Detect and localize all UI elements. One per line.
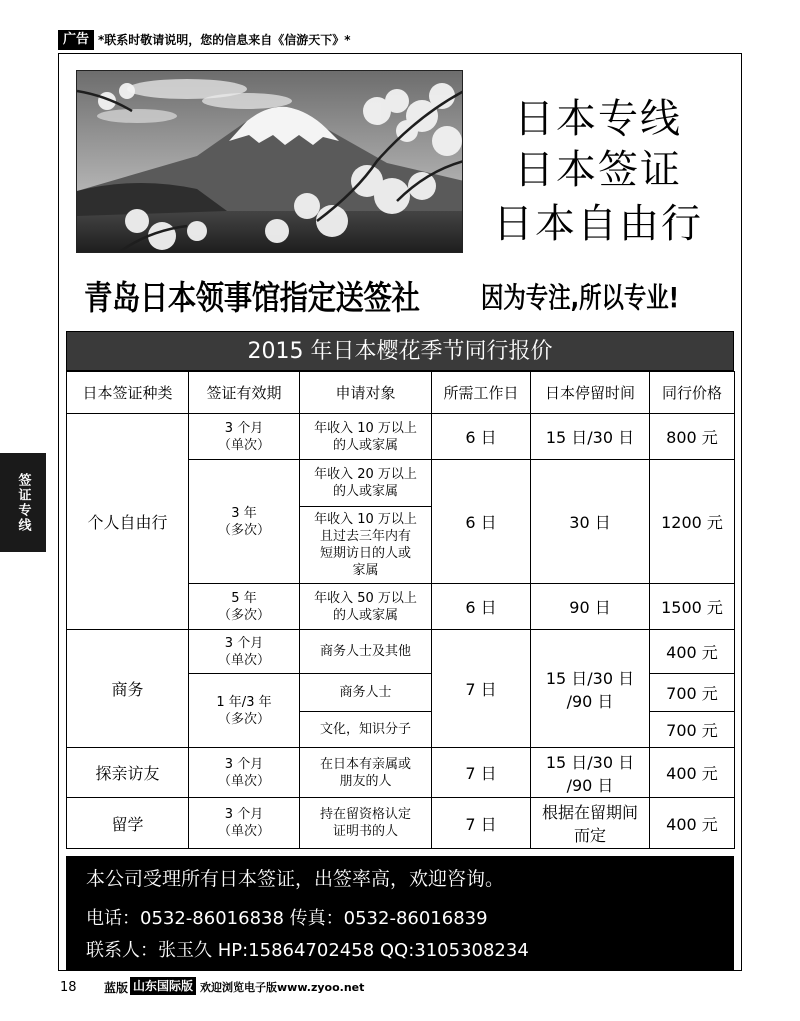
mount-fuji-photo: [76, 70, 463, 253]
price-cell: 1200 元: [650, 460, 735, 584]
table-header-row: [67, 372, 735, 414]
table-row: [67, 630, 735, 674]
kind-personal: 个人自由行: [67, 414, 189, 630]
price-cell: 400 元: [650, 798, 735, 849]
phone-fax: 电话：0532-86016838 传真：0532-86016839: [86, 908, 488, 929]
price-cell: 800 元: [650, 414, 735, 460]
workdays-cell: 6 日: [432, 414, 531, 460]
workdays-cell: 7 日: [432, 798, 531, 849]
price-cell: 400 元: [650, 748, 735, 798]
applicant-cell: 年收入 10 万以上 的人或家属: [300, 414, 432, 460]
table-title: 2015 年日本樱花季节同行报价: [66, 331, 734, 371]
header-price: 同行价格: [650, 372, 735, 414]
applicant-cell: 年收入 20 万以上 的人或家属: [300, 460, 432, 507]
contact-box: [66, 856, 734, 971]
header-visa-kind: 日本签证种类: [67, 372, 189, 414]
title-japan-visa: 日本签证: [514, 147, 682, 193]
stay-cell: 30 日: [531, 460, 650, 584]
side-tab-label: 签证专线: [15, 472, 31, 533]
price-cell: 700 元: [650, 712, 735, 748]
table-row: [67, 414, 735, 460]
page-number: 18: [60, 980, 77, 995]
header-stay: 日本停留时间: [531, 372, 650, 414]
workdays-cell: 6 日: [432, 460, 531, 584]
table-row: [67, 748, 735, 798]
side-tab: [0, 453, 46, 552]
kind-study: 留学: [67, 798, 189, 849]
validity-cell: 3 个月 （单次）: [189, 798, 300, 849]
contact-person: 联系人：张玉久 HP:15864702458 QQ:3105308234: [86, 940, 529, 961]
stay-cell: 15 日/30 日 /90 日: [531, 630, 650, 748]
applicant-cell: 持在留资格认定 证明书的人: [300, 798, 432, 849]
price-cell: 1500 元: [650, 584, 735, 630]
validity-cell: 5 年 （多次）: [189, 584, 300, 630]
header-note: *联系时敬请说明，您的信息来自《信游天下》*: [98, 33, 351, 47]
kind-business: 商务: [67, 630, 189, 748]
workdays-cell: 7 日: [432, 748, 531, 798]
stay-cell: 根据在留期间 而定: [531, 798, 650, 849]
validity-cell: 3 个月 （单次）: [189, 748, 300, 798]
applicant-cell: 商务人士及其他: [300, 630, 432, 674]
stay-cell: 15 日/30 日 /90 日: [531, 748, 650, 798]
ad-badge: 广告: [58, 30, 94, 50]
website-text: 欢迎浏览电子版www.zyoo.net: [200, 981, 365, 994]
table-row: [67, 798, 735, 849]
validity-cell: 3 年 （多次）: [189, 460, 300, 584]
price-cell: 400 元: [650, 630, 735, 674]
agency-name: 青岛日本领事馆指定送签社: [84, 278, 420, 317]
header-validity: 签证有效期: [189, 372, 300, 414]
validity-cell: 3 个月 （单次）: [189, 414, 300, 460]
validity-cell: 1 年/3 年 （多次）: [189, 674, 300, 748]
workdays-cell: 6 日: [432, 584, 531, 630]
price-table: [66, 371, 735, 849]
validity-cell: 3 个月 （单次）: [189, 630, 300, 674]
applicant-cell: 年收入 50 万以上 的人或家属: [300, 584, 432, 630]
applicant-cell: 在日本有亲属或 朋友的人: [300, 748, 432, 798]
workdays-cell: 7 日: [432, 630, 531, 748]
service-statement: 本公司受理所有日本签证，出签率高，欢迎咨询。: [86, 868, 505, 890]
price-table-section: [66, 331, 734, 849]
applicant-cell: 文化，知识分子: [300, 712, 432, 748]
title-japan-free-travel: 日本自由行: [493, 201, 703, 247]
header-applicant: 申请对象: [300, 372, 432, 414]
title-japan-line: 日本专线: [514, 96, 682, 142]
stay-cell: 15 日/30 日: [531, 414, 650, 460]
header-workdays: 所需工作日: [432, 372, 531, 414]
edition-name: 山东国际版: [130, 977, 196, 995]
price-cell: 700 元: [650, 674, 735, 712]
stay-cell: 90 日: [531, 584, 650, 630]
applicant-cell: 年收入 10 万以上 且过去三年内有 短期访日的人或 家属: [300, 507, 432, 584]
applicant-cell: 商务人士: [300, 674, 432, 712]
edition-label: 蓝版: [104, 981, 129, 995]
kind-family-visit: 探亲访友: [67, 748, 189, 798]
slogan: 因为专注,所以专业!: [481, 281, 679, 314]
